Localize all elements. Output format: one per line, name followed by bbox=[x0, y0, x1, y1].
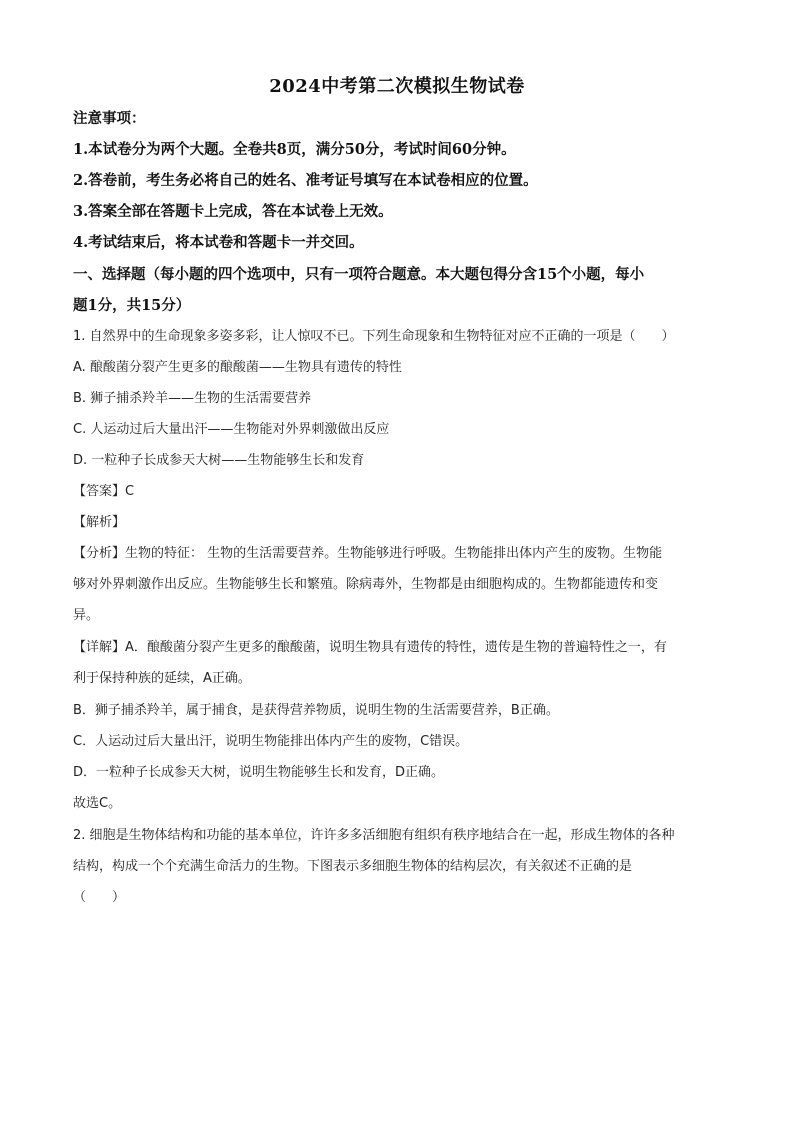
detail-text: D．一粒种子长成参天大树，说明生物能够生长和发育，D正确。 bbox=[73, 765, 445, 780]
detail-text: 故选C。 bbox=[73, 796, 122, 811]
notice-heading: 注意事项： bbox=[73, 110, 146, 127]
analysis-text: 够对外界刺激作出反应。生物能够生长和繁殖。除病毒外，生物都是由细胞构成的。生物都能遗传和变 bbox=[73, 577, 659, 592]
analysis-label: 【解析】 bbox=[73, 515, 126, 530]
analysis-text: 【分析】生物的特征： 生物的生活需要营养。生物能够进行呼吸。生物能排出体内产生的废物。生物能 bbox=[73, 546, 663, 561]
page-title: 2024中考第二次模拟生物试卷 bbox=[269, 76, 525, 97]
section-heading-cont: 题1分，共15分） bbox=[73, 297, 191, 314]
notice-item: 4.考试结束后，将本试卷和答题卡一并交回。 bbox=[73, 234, 364, 251]
question-stem: 1. 自然界中的生命现象多姿多彩，让人惊叹不已。下列生命现象和生物特征对应不正确的一项是（ ） bbox=[73, 329, 675, 344]
detail-text: B．狮子捕杀羚羊，属于捕食，是获得营养物质，说明生物的生活需要营养，B正确。 bbox=[73, 703, 559, 718]
answer-label: 【答案】C bbox=[73, 484, 135, 499]
notice-item: 3.答案全部在答题卡上完成，答在本试卷上无效。 bbox=[73, 203, 393, 220]
question-stem-cont: 结构，构成一个个充满生命活力的生物。下图表示多细胞生物体的结构层次，有关叙述不正确的是 bbox=[73, 859, 633, 874]
question-option: A. 酿酸菌分裂产生更多的酿酸菌——生物具有遗传的特性 bbox=[73, 360, 402, 375]
detail-text: 利于保持种族的延续，A正确。 bbox=[73, 671, 251, 686]
question-blank: （ ） bbox=[73, 890, 126, 905]
notice-item: 1.本试卷分为两个大题。全卷共8页，满分50分，考试时间60分钟。 bbox=[73, 141, 516, 158]
question-option: B. 狮子捕杀羚羊——生物的生活需要营养 bbox=[73, 391, 312, 406]
section-heading: 一、选择题（每小题的四个选项中，只有一项符合题意。本大题包得分含15个小题，每小 bbox=[73, 266, 645, 283]
detail-text: C．人运动过后大量出汗，说明生物能排出体内产生的废物，C错误。 bbox=[73, 734, 469, 749]
question-stem: 2. 细胞是生物体结构和功能的基本单位，许许多多活细胞有组织有秩序地结合在一起，形成生物体的各种 bbox=[73, 828, 675, 843]
detail-text: 【详解】A．酿酸菌分裂产生更多的酿酸菌，说明生物具有遗传的特性，遗传是生物的普遍特性之一，有 bbox=[73, 640, 667, 655]
notice-item: 2.答卷前，考生务必将自己的姓名、准考证号填写在本试卷相应的位置。 bbox=[73, 172, 538, 189]
analysis-text: 异。 bbox=[73, 608, 100, 623]
question-option: D. 一粒种子长成参天大树——生物能够生长和发育 bbox=[73, 453, 365, 468]
question-option: C. 人运动过后大量出汗——生物能对外界刺激做出反应 bbox=[73, 422, 390, 437]
